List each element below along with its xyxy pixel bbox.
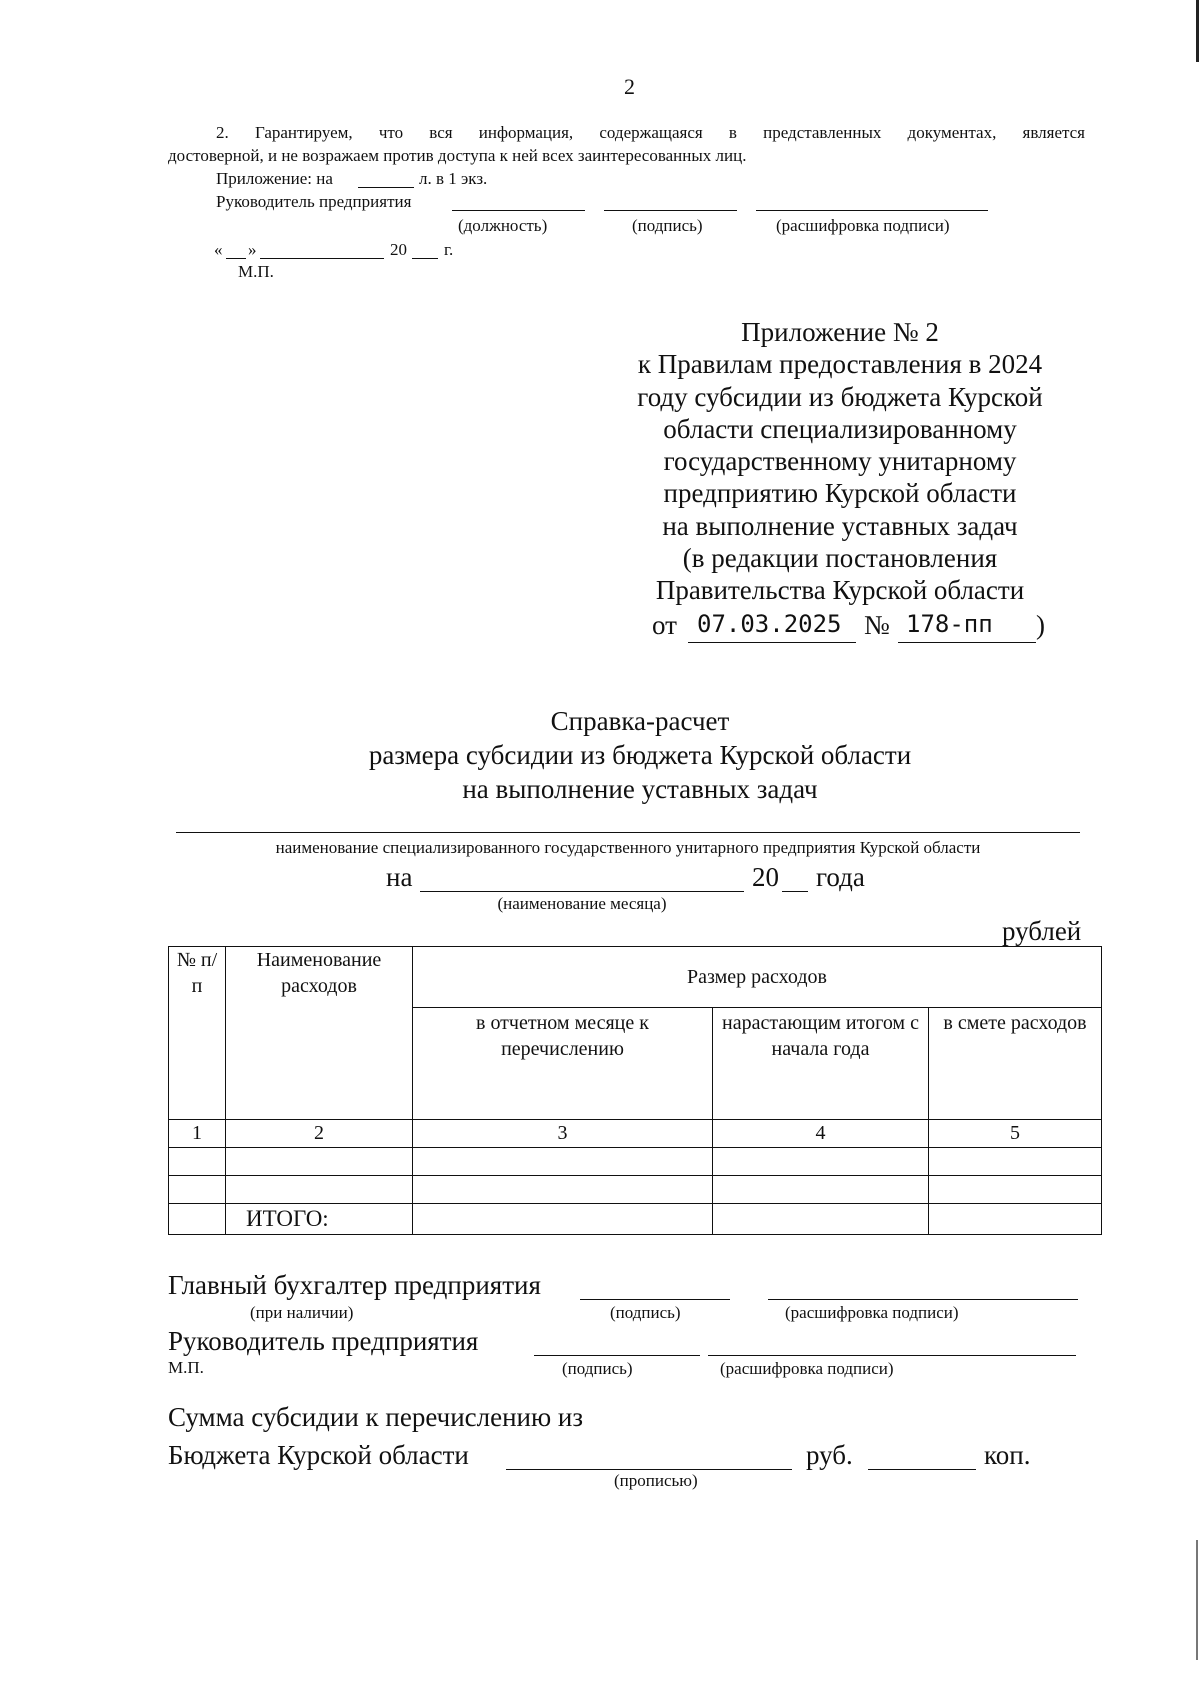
form-title-line-1: Справка-расчет (550, 706, 730, 736)
table-cell (169, 1176, 226, 1204)
table-cell (413, 1204, 713, 1235)
date-day-blank (226, 258, 246, 259)
header-expense-name: Наименование расходов (226, 947, 413, 1120)
total-row (169, 1204, 1102, 1235)
page-number: 2 (624, 74, 635, 99)
table-header-row (169, 947, 1102, 1008)
period-na: на (386, 862, 413, 892)
date-year-prefix: 20 (390, 240, 407, 259)
resolution-close-paren: ) (1036, 610, 1045, 640)
table-cell (169, 1148, 226, 1176)
subsidy-in-words-caption: (прописью) (614, 1471, 698, 1490)
guarantee-line-1: 2. Гарантируем, что вся информация, содержащаяся в представленных документах, является (216, 123, 1085, 142)
header-expense-size: Размер расходов (413, 947, 1102, 1008)
scan-edge-mark-bottom (1196, 1540, 1198, 1660)
period-month-blank (420, 891, 744, 892)
signature-blank-top (604, 210, 737, 211)
if-any-caption: (при наличии) (250, 1303, 354, 1322)
subsidy-amount-blank (506, 1469, 792, 1470)
date-year-blank (412, 258, 438, 259)
appendix-line: области специализированному (663, 413, 1017, 444)
table-cell (413, 1176, 713, 1204)
head-decoding-caption: (расшифровка подписи) (720, 1359, 894, 1378)
table-cell (713, 1176, 929, 1204)
appendix-line: государственному унитарному (663, 446, 1017, 477)
appendix-line: Приложение № 2 (741, 317, 939, 347)
table-row (169, 1148, 1102, 1176)
appendix-line: году субсидии из бюджета Курской (637, 381, 1043, 412)
form-title-line-3: на выполнение уставных задач (462, 774, 818, 804)
enterprise-name-blank (176, 832, 1080, 833)
head-signature-caption: (подпись) (562, 1359, 633, 1378)
stamp-top: М.П. (238, 262, 274, 281)
appendix-line: на выполнение уставных задач (662, 510, 1018, 541)
resolution-number-label: № (864, 610, 890, 640)
appendix-line: предприятию Курской области (663, 478, 1017, 509)
caption-position: (должность) (458, 216, 548, 235)
subsidy-kop-blank (868, 1469, 976, 1470)
table-cell (169, 1204, 226, 1235)
appendix-line: Правительства Курской области (655, 575, 1025, 606)
column-number: 4 (713, 1120, 929, 1148)
chief-accountant-decoding-caption: (расшифровка подписи) (785, 1303, 959, 1322)
chief-accountant-decoding-blank (768, 1299, 1078, 1300)
subsidy-line-2: Бюджета Курской области (168, 1440, 469, 1470)
date-close-quote: » (248, 240, 257, 259)
subsidy-line-1: Сумма субсидии к перечислению из (168, 1402, 584, 1432)
header-number: № п/п (169, 947, 226, 1120)
chief-accountant-signature-caption: (подпись) (610, 1303, 681, 1322)
head-label-top: Руководитель предприятия (216, 192, 412, 211)
currency-label: рублей (1002, 916, 1082, 946)
chief-accountant-label: Главный бухгалтер предприятия (168, 1270, 541, 1300)
subsidy-rub: руб. (806, 1440, 853, 1470)
position-blank (452, 210, 585, 211)
header-reporting-month: в отчетном месяце к перечислению (413, 1008, 713, 1120)
table-cell (413, 1148, 713, 1176)
guarantee-line-2: достоверной, и не возражаем против доступа к ней всех заинтересованных лиц. (168, 146, 747, 165)
table-cell (713, 1204, 929, 1235)
column-number: 5 (929, 1120, 1102, 1148)
period-month-caption: (наименование месяца) (497, 894, 667, 913)
resolution-from-label: от (652, 610, 677, 640)
column-number: 2 (226, 1120, 413, 1148)
table-cell (929, 1176, 1102, 1204)
calculation-table (168, 946, 1102, 1235)
attachment-pages-blank (358, 187, 414, 188)
resolution-number-underline (898, 642, 1036, 643)
period-year-prefix: 20 (752, 862, 779, 892)
column-numbers-row (169, 1120, 1102, 1148)
table-cell (929, 1148, 1102, 1176)
head-signature-blank (534, 1355, 700, 1356)
form-title-line-2: размера субсидии из бюджета Курской области (368, 740, 912, 770)
attachment-suffix: л. в 1 экз. (419, 169, 488, 188)
table-cell (226, 1176, 413, 1204)
scan-edge-mark-top (1196, 0, 1199, 62)
column-number: 3 (413, 1120, 713, 1148)
resolution-number: 178-пп (906, 610, 993, 638)
appendix-line: (в редакции постановления (682, 543, 998, 574)
header-in-budget: в смете расходов (929, 1008, 1102, 1120)
period-year-blank (782, 891, 808, 892)
caption-decoding-top: (расшифровка подписи) (776, 216, 950, 235)
resolution-date: 07.03.2025 (697, 610, 842, 638)
resolution-date-underline (688, 642, 856, 643)
appendix-block (600, 316, 1080, 607)
head-decoding-blank (708, 1355, 1076, 1356)
header-cumulative: нарастающим итогом с начала года (713, 1008, 929, 1120)
table-cell (226, 1148, 413, 1176)
head-label: Руководитель предприятия (168, 1326, 479, 1356)
caption-signature-top: (подпись) (632, 216, 703, 235)
date-open-quote: « (214, 240, 223, 259)
total-label: ИТОГО: (226, 1204, 413, 1235)
column-number: 1 (169, 1120, 226, 1148)
table-row (169, 1176, 1102, 1204)
attachment-prefix: Приложение: на (216, 169, 333, 188)
appendix-line: к Правилам предоставления в 2024 (637, 349, 1043, 380)
subsidy-kop: коп. (984, 1440, 1031, 1470)
date-year-suffix: г. (444, 240, 454, 259)
date-month-blank (260, 258, 384, 259)
period-year-word: года (816, 862, 865, 892)
enterprise-caption: наименование специализированного государственного унитарного предприятия Курской области (275, 838, 981, 857)
decoding-blank-top (756, 210, 988, 211)
table-cell (713, 1148, 929, 1176)
table-cell (929, 1204, 1102, 1235)
stamp-bottom: М.П. (168, 1358, 204, 1377)
chief-accountant-signature-blank (580, 1299, 730, 1300)
